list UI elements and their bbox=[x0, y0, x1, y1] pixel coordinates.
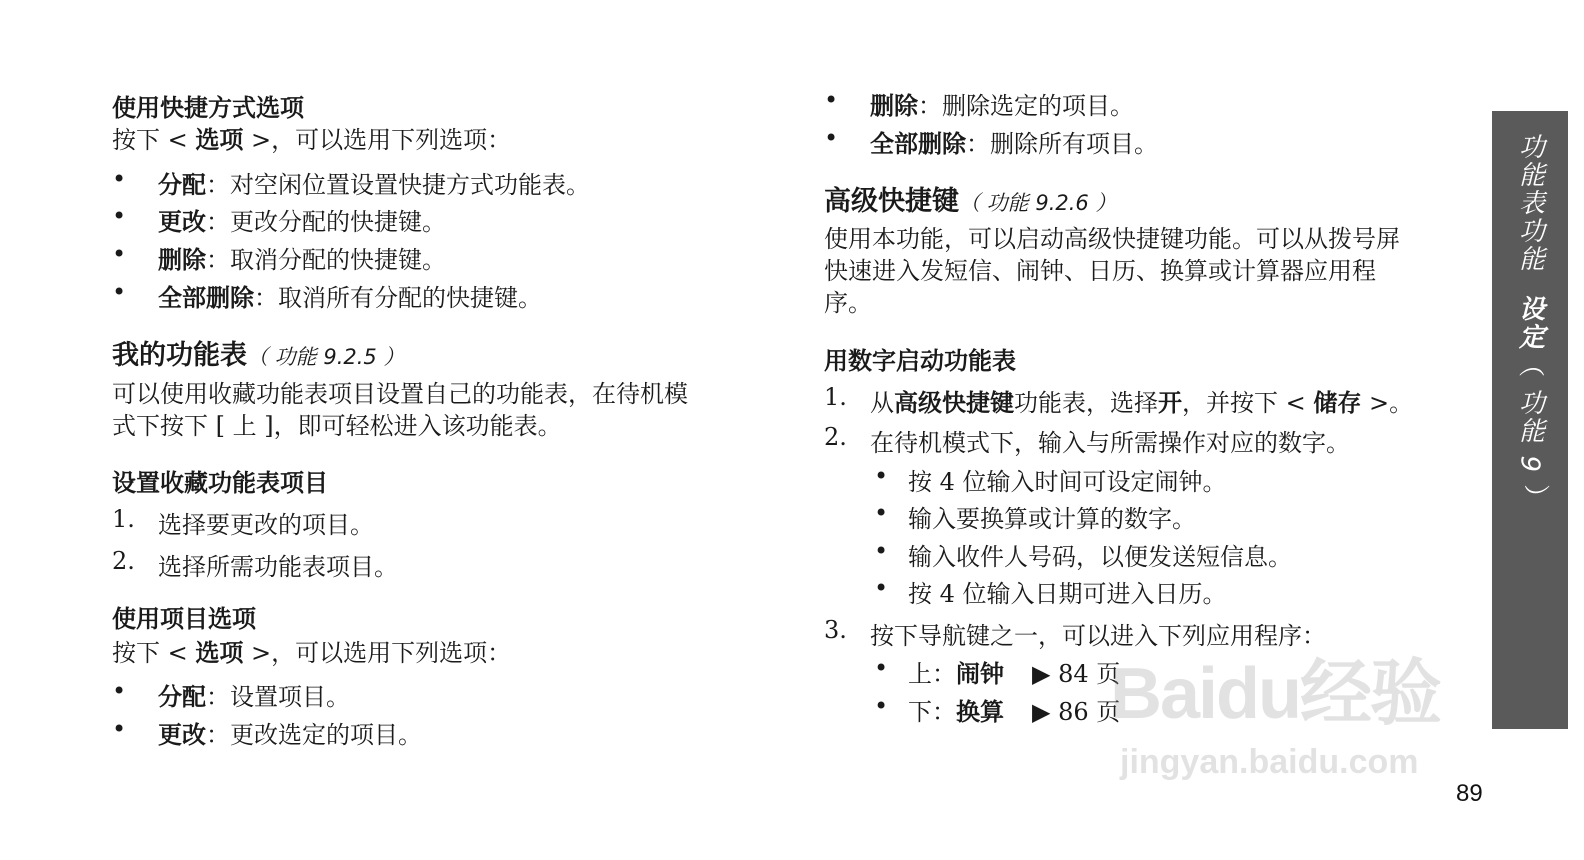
adv-shortcut-body-line2: 快速进入发短信、闹钟、日历、换算或计算器应用程 bbox=[824, 257, 1376, 285]
my-menu-body-line2: 式下按下 [ 上 ]，即可轻松进入该功能表。 bbox=[112, 412, 562, 440]
adv-shortcut-heading: 高级快捷键（ 功能 9.2.6 ） bbox=[824, 186, 1117, 217]
baidu-watermark bbox=[1110, 635, 1490, 785]
shortcut-options-heading: 使用快捷方式选项 bbox=[112, 94, 304, 122]
set-favorites-heading: 设置收藏功能表项目 bbox=[112, 469, 328, 497]
side-tab-label: 功能表功能设定（ 功能 9 ） bbox=[1514, 133, 1545, 513]
item-options-intro: 按下 < 选项 >，可以选用下列选项： bbox=[112, 639, 512, 667]
item-options-heading: 使用项目选项 bbox=[112, 605, 256, 633]
watermark-url: jingyan.baidu.com bbox=[1120, 743, 1419, 781]
my-menu-heading: 我的功能表（ 功能 9.2.5 ） bbox=[112, 340, 405, 371]
adv-shortcut-body-line3: 序。 bbox=[824, 289, 872, 317]
chapter-side-tab bbox=[1492, 111, 1568, 729]
page-number: 89 bbox=[1456, 780, 1483, 807]
adv-shortcut-body-line1: 使用本功能，可以启动高级快捷键功能。可以从拨号屏 bbox=[824, 225, 1400, 253]
watermark-logo: Baidu经验 bbox=[1110, 654, 1441, 734]
numeric-launch-heading: 用数字启动功能表 bbox=[824, 347, 1016, 375]
shortcut-options-intro: 按下 < 选项 >，可以选用下列选项： bbox=[112, 126, 512, 154]
my-menu-body-line1: 可以使用收藏功能表项目设置自己的功能表，在待机模 bbox=[112, 380, 688, 408]
